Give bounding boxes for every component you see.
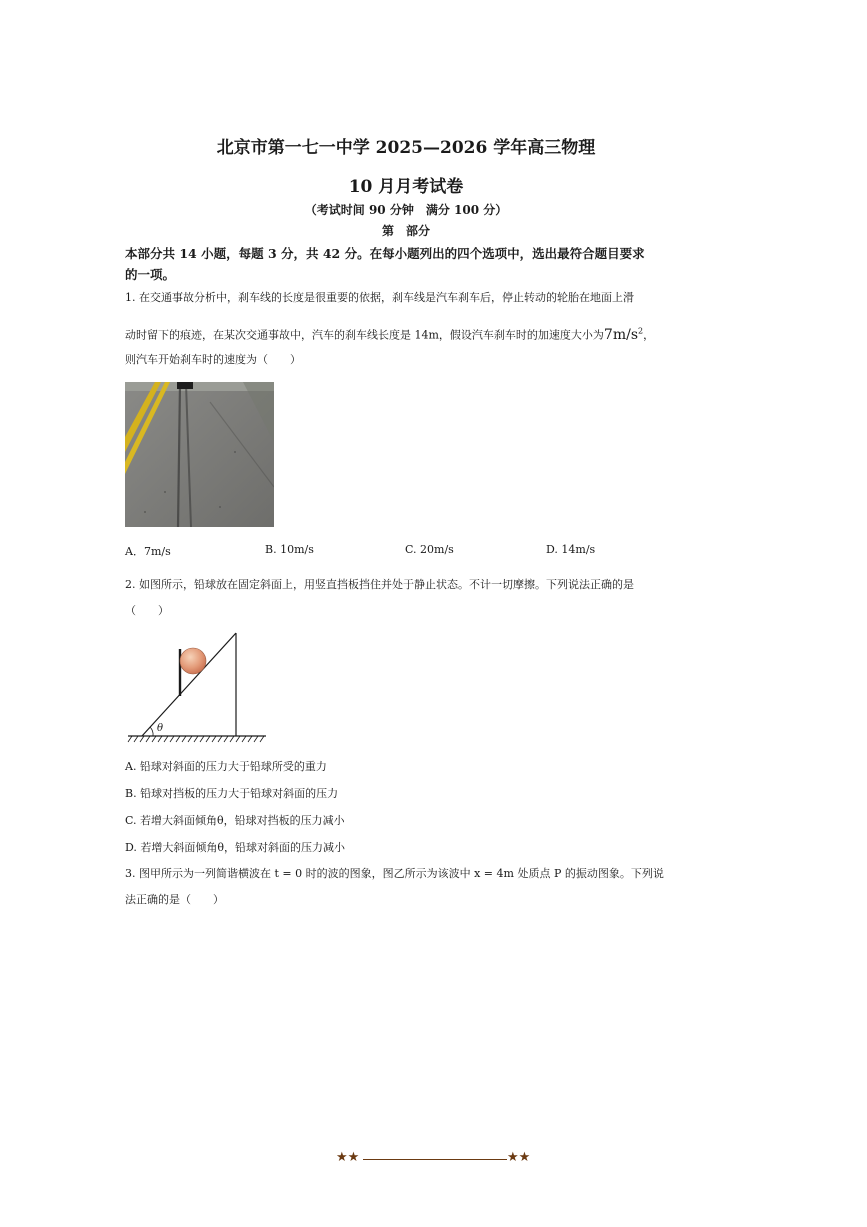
q3-line-2: 法正确的是（ ） — [125, 893, 224, 906]
q1-accel: $7m/s^2$ — [603, 326, 644, 343]
q3-line-1: 3. 图甲所示为一列简谐横波在 t = 0 时的波的图象，图乙所示为该波中 x = 4m 处质点 P 的振动图象。下列说 — [125, 867, 664, 880]
q2-option-d: D. 若增大斜面倾角θ，铅球对斜面的压力减小 — [125, 841, 346, 854]
instructions-line-1: 本部分共 14 小题，每题 3 分，共 42 分。在每小题列出的四个选项中，选出最符合题目要求 — [125, 246, 645, 261]
q1-line-1: 1. 在交通事故分析中，刹车线的长度是很重要的依据，刹车线是汽车刹车后，停止转动的轮胎在地面上滑 — [125, 291, 634, 304]
incline-ball-diagram — [126, 630, 272, 744]
q2-line-1: 2. 如图所示，铅球放在固定斜面上，用竖直挡板挡住并处于静止状态。不计一切摩擦。下列说法正确的是 — [125, 578, 634, 591]
exam-subtitle-title: 10 月月考试卷 — [348, 177, 464, 197]
star-icon: ★★ — [507, 1150, 531, 1165]
q1-line-2-text: 动时留下的痕迹，在某次交通事故中，汽车的刹车线长度是 14m，假设汽车刹车时的加速度大小为 — [125, 328, 604, 342]
exam-time-note: （考试时间 90 分钟 满分 100 分） — [304, 203, 508, 217]
q1-line-2: 动时留下的痕迹，在某次交通事故中，汽车的刹车线长度是 14m，假设汽车刹车时的加速度大小为$7m/s^2$， — [125, 326, 655, 343]
q2-option-b: B. 铅球对挡板的压力大于铅球对斜面的压力 — [125, 787, 339, 800]
instructions-line-2: 的一项。 — [125, 267, 176, 282]
star-icon: ★★ — [336, 1150, 360, 1165]
q2-line-2: （ ） — [125, 604, 169, 617]
part-heading: 第 部分 — [381, 224, 430, 238]
q1-line-3: 则汽车开始刹车时的速度为（ ） — [125, 353, 301, 366]
q1-option-b: B. 10m/s — [265, 543, 314, 556]
footer-ornament — [336, 1150, 532, 1168]
exam-title: 北京市第一七一中学 2025—2026 学年高三物理 — [216, 138, 596, 158]
footer-divider — [363, 1159, 507, 1160]
skid-marks-photo — [125, 382, 274, 527]
q2-option-a: A. 铅球对斜面的压力大于铅球所受的重力 — [125, 760, 327, 773]
q2-option-c: C. 若增大斜面倾角θ，铅球对挡板的压力减小 — [125, 814, 345, 827]
q1-option-a: A．7m/s — [125, 545, 171, 558]
q1-option-c: C. 20m/s — [405, 543, 454, 556]
q1-option-d: D. 14m/s — [546, 543, 596, 556]
theta-label: θ — [157, 723, 164, 734]
